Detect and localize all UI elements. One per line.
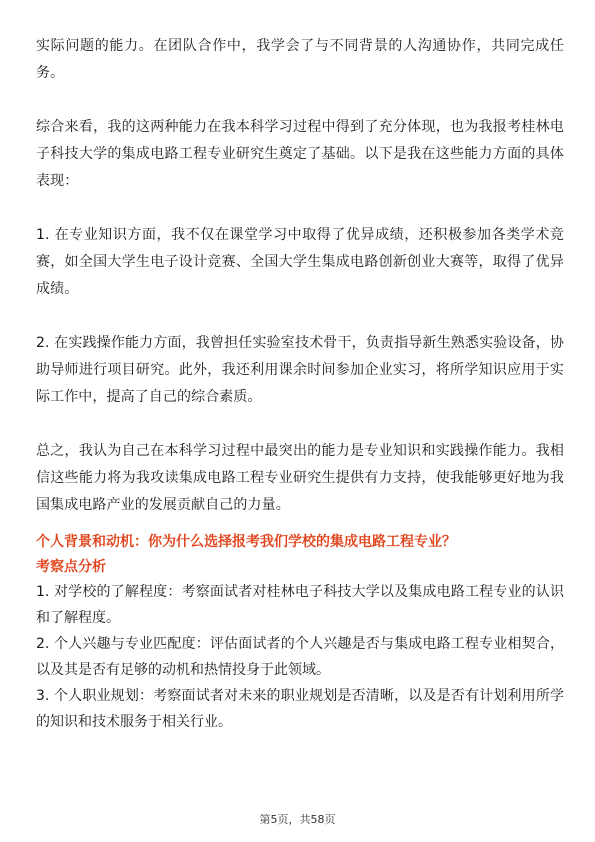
analysis-item: 3. 个人职业规划：考察面试者对未来的职业规划是否清晰，以及是否有计划利用所学的知识和技术服务于相关行业。	[36, 688, 564, 730]
paragraph-knowledge: 1. 在专业知识方面，我不仅在课堂学习中取得了优异成绩，还积极参加各类学术竞赛，如全国大学生电子设计竞赛、全国大学生集成电路创新创业大赛等，取得了优异成绩。	[36, 227, 564, 297]
analysis-item: 1. 对学校的了解程度：考察面试者对桂林电子科技大学以及集成电路工程专业的认识和了解程度。	[36, 584, 564, 626]
paragraph-conclusion: 总之，我认为自己在本科学习过程中最突出的能力是专业知识和实践操作能力。我相信这些能力将为我攻读集成电路工程专业研究生提供有力支持，使我能够更好地为我国集成电路产业的发展贡献自己的力量。	[36, 443, 564, 513]
spacer	[36, 87, 564, 114]
section-title: 个人背景和动机：你为什么选择报考我们学校的集成电路工程专业？	[36, 534, 456, 550]
spacer	[36, 303, 564, 330]
spacer	[36, 411, 564, 438]
paragraph-summary-intro: 综合来看，我的这两种能力在我本科学习过程中得到了充分体现，也为我报考桂林电子科技大学的集成电路工程专业研究生奠定了基础。以下是我在这些能力方面的具体表现：	[36, 119, 564, 189]
paragraph-teamwork: 实际问题的能力。在团队合作中，我学会了与不同背景的人沟通协作，共同完成任务。	[36, 38, 564, 81]
spacer	[36, 195, 564, 222]
analysis-item: 2. 个人兴趣与专业匹配度：评估面试者的个人兴趣是否与集成电路工程专业相契合，以及其是否有足够的动机和热情投身于此领域。	[36, 636, 564, 678]
section-subtitle: 考察点分析	[36, 559, 106, 575]
page-content	[36, 33, 564, 735]
paragraph-practice: 2. 在实践操作能力方面，我曾担任实验室技术骨干，负责指导新生熟悉实验设备，协助导师进行项目研究。此外，我还利用课余时间参加企业实习，将所学知识应用于实际工作中，提高了自己的综合素质。	[36, 335, 564, 405]
page-number: 第5页，共58页	[259, 813, 336, 826]
spacer	[36, 519, 564, 529]
